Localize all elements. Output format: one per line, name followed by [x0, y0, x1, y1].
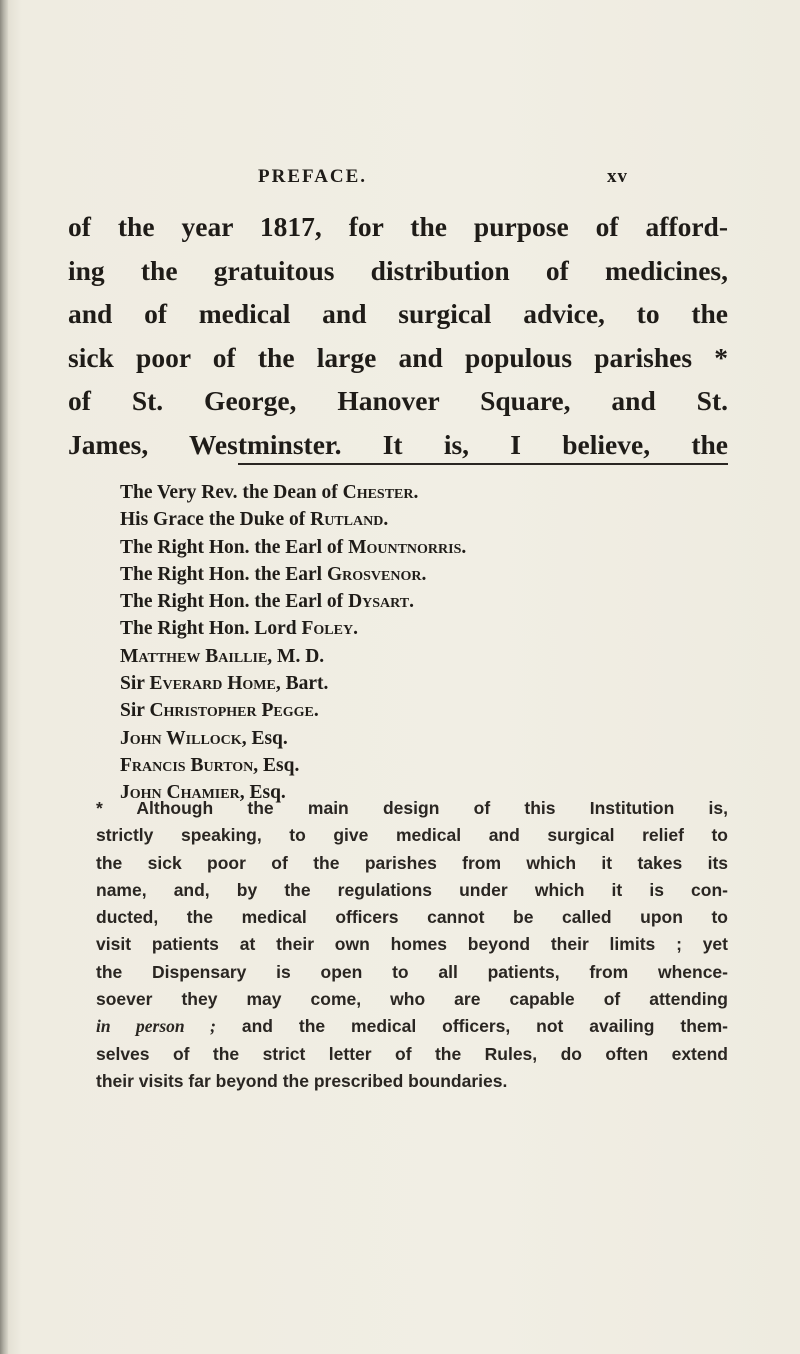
main-text: [68, 205, 728, 466]
footnote-line: strictly speaking, to give medical and surgical relief to: [96, 825, 728, 846]
main-text-line: of the year 1817, for the purpose of afford-: [68, 211, 728, 242]
footnote-line: visit patients at their own homes beyond their limits ; yet: [96, 934, 728, 955]
footnote-line: their visits far beyond the prescribed boundaries.: [96, 1070, 508, 1091]
main-text-line: of St. George, Hanover Square, and St.: [68, 385, 728, 416]
patron-entry: The Very Rev. the Dean of Chester.: [120, 482, 419, 503]
footnote-line: soever they may come, who are capable of attending: [96, 989, 728, 1010]
patron-entry: Francis Burton, Esq.: [120, 754, 300, 776]
footnote-italic: in person ;: [96, 1016, 216, 1037]
footnote-line: selves of the strict letter of the Rules, do often extend: [96, 1043, 728, 1064]
main-text-line: ing the gratuitous distribution of medicines,: [68, 254, 728, 286]
running-title: PREFACE.: [258, 166, 368, 187]
patron-entry: The Right Hon. the Earl Grosvenor.: [120, 563, 427, 585]
footnote: [96, 795, 728, 1095]
patron-entry: Matthew Baillie, M. D.: [120, 645, 325, 667]
patron-entry: The Right Hon. the Earl of Mountnorris.: [120, 536, 467, 558]
patron-entry: His Grace the Duke of Rutland.: [120, 509, 389, 531]
patron-entry: The Right Hon. the Earl of Dysart.: [120, 591, 414, 613]
patron-entry: The Right Hon. Lord Foley.: [120, 618, 358, 640]
page-binding-edge: [0, 0, 8, 1354]
page-number: xv: [607, 166, 628, 187]
main-text-line: and of medical and surgical advice, to the: [68, 298, 728, 329]
footnote-line: name, and, by the regulations under which it is con-: [96, 879, 728, 900]
main-text-line: sick poor of the large and populous parishes *: [68, 341, 728, 373]
running-header: [258, 166, 628, 196]
patron-list: [120, 479, 620, 807]
footnote-line: in person ; and the medical officers, not availing them-: [96, 1016, 729, 1037]
footnote-line: the Dispensary is open to all patients, from whence-: [96, 961, 728, 982]
footnote-line: ducted, the medical officers cannot be called upon to: [96, 907, 728, 928]
patron-entry: Sir Everard Home, Bart.: [120, 673, 329, 695]
footnote-line: the sick poor of the parishes from which it takes its: [96, 852, 728, 873]
patron-entry: John Willock, Esq.: [120, 727, 288, 749]
main-text-line: James, Westminster. It is, I believe, the: [68, 428, 728, 460]
footnote-divider: [238, 463, 728, 465]
patron-entry: Sir Christopher Pegge.: [120, 700, 319, 722]
footnote-line: * Although the main design of this Institution is,: [96, 798, 728, 818]
patron-entry: John Chamier, Esq.: [120, 782, 286, 804]
